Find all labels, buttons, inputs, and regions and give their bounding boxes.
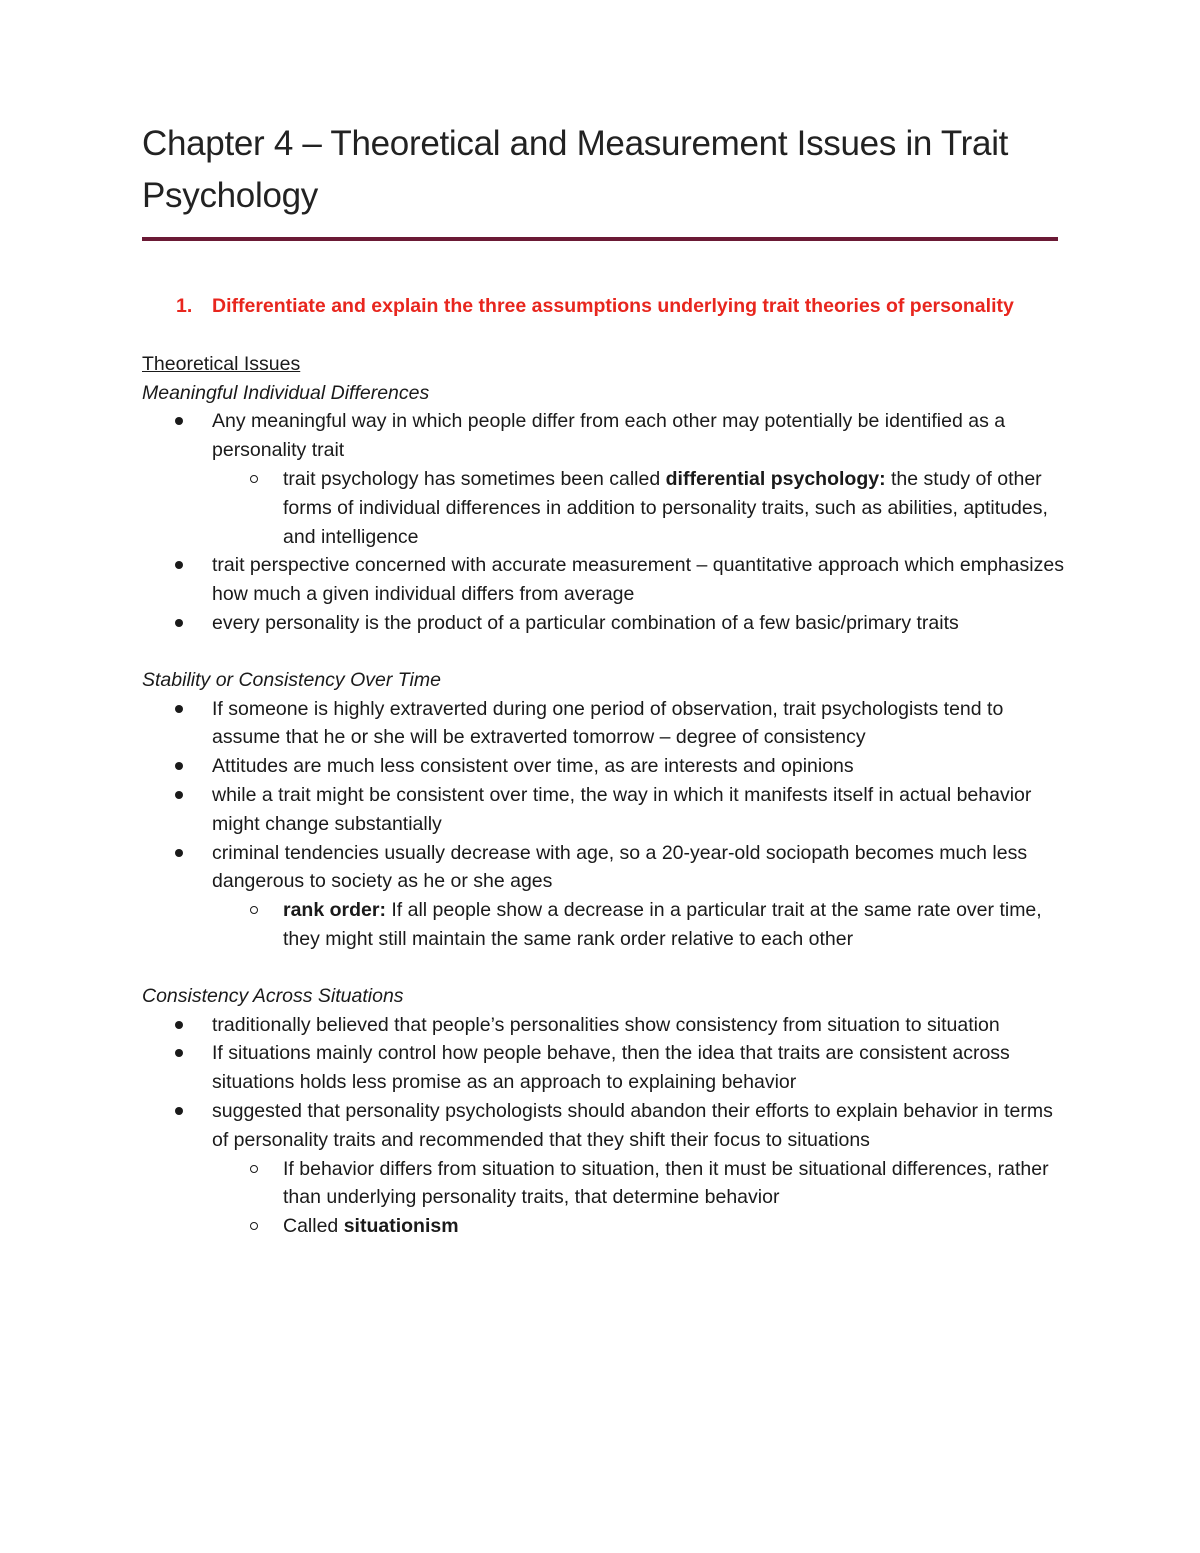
bullet-text: Any meaningful way in which people differ from each other may potentially be identified as a personality trait bbox=[212, 410, 1006, 462]
bullet-list bbox=[142, 695, 1072, 954]
bullet-text: If situations mainly control how people behave, then the idea that traits are consistent across situations holds less promise as an approach to explaining behavior bbox=[212, 1042, 1010, 1094]
bullet-item bbox=[142, 1011, 1072, 1040]
bullet-text: trait perspective concerned with accurate measurement – quantitative approach which emphasizes how much a given individual differs from average bbox=[212, 554, 1064, 606]
bullet-item bbox=[142, 695, 1072, 753]
bullet-dot-icon bbox=[175, 1049, 183, 1057]
bullet-item bbox=[142, 781, 1072, 839]
bullet-list bbox=[142, 1011, 1072, 1241]
sub-bullet-text-rest: the study of other forms of individual differences in addition to personality traits, such as abilities, aptitudes, and intelligence bbox=[283, 467, 1048, 548]
bullet-text: traditionally believed that people’s personalities show consistency from situation to situation bbox=[212, 1013, 1000, 1036]
page-title: Chapter 4 – Theoretical and Measurement Issues in Trait Psychology bbox=[142, 124, 1009, 215]
circle-bullet-icon bbox=[250, 1222, 258, 1230]
bullet-item bbox=[142, 551, 1072, 609]
circle-bullet-icon bbox=[250, 1165, 258, 1173]
circle-bullet-icon bbox=[250, 906, 258, 914]
bullet-dot-icon bbox=[175, 849, 183, 857]
bullet-dot-icon bbox=[175, 1021, 183, 1029]
subsection-heading: Stability or Consistency Over Time bbox=[142, 668, 441, 691]
bullet-dot-icon bbox=[175, 705, 183, 713]
sub-bullet-term: situationism bbox=[343, 1215, 459, 1238]
title-divider bbox=[142, 237, 1058, 241]
question-text: Differentiate and explain the three assumptions underlying trait theories of personality bbox=[212, 295, 1014, 317]
circle-bullet-icon bbox=[250, 475, 258, 483]
bullet-dot-icon bbox=[175, 417, 183, 425]
sub-bullet-list bbox=[212, 465, 1072, 551]
bullet-dot-icon bbox=[175, 791, 183, 799]
bullet-text: while a trait might be consistent over time, the way in which it manifests itself in actual behavior might change substantially bbox=[212, 783, 1032, 835]
question-number: 1. bbox=[176, 295, 193, 317]
sub-bullet-item bbox=[212, 1155, 1072, 1213]
bullet-dot-icon bbox=[175, 1107, 183, 1115]
sections-container bbox=[142, 379, 1072, 1241]
bullet-text: suggested that personality psychologists should abandon their efforts to explain behavior in terms of personality traits and recommended that they shift their focus to situations bbox=[212, 1099, 1053, 1151]
sub-bullet-list bbox=[212, 1155, 1072, 1241]
bullet-item bbox=[142, 609, 1072, 638]
sub-bullet-term: rank order: bbox=[283, 899, 386, 922]
bullet-list bbox=[142, 407, 1072, 637]
bullet-text: If someone is highly extraverted during one period of observation, trait psychologists tend to assume that he or she will be extraverted tomorrow – degree of consistency bbox=[212, 697, 1004, 749]
bullet-text: every personality is the product of a particular combination of a few basic/primary traits bbox=[212, 611, 959, 634]
bullet-item bbox=[142, 752, 1072, 781]
bullet-text: criminal tendencies usually decrease with age, so a 20-year-old sociopath becomes much less dangerous to society as he or she ages bbox=[212, 841, 1028, 893]
sub-bullet-item bbox=[212, 1212, 1072, 1241]
sub-bullet-text: If behavior differs from situation to situation, then it must be situational differences, rather than underlying personality traits, that determine behavior bbox=[283, 1157, 1049, 1209]
section-spacer bbox=[142, 954, 1072, 982]
sub-bullet-term: differential psychology: bbox=[665, 467, 886, 490]
question-item bbox=[142, 292, 1072, 321]
subsection-heading: Meaningful Individual Differences bbox=[142, 381, 430, 404]
bullet-dot-icon bbox=[175, 561, 183, 569]
sub-bullet-text: trait psychology has sometimes been called bbox=[283, 467, 666, 490]
bullet-item bbox=[142, 1039, 1072, 1097]
document-body bbox=[142, 292, 1072, 1241]
sub-bullet-list bbox=[212, 896, 1072, 954]
sub-bullet-item bbox=[212, 465, 1072, 551]
bullet-dot-icon bbox=[175, 619, 183, 627]
bullet-item bbox=[142, 1097, 1072, 1241]
subsection-heading: Consistency Across Situations bbox=[142, 984, 404, 1007]
sub-bullet-item bbox=[212, 896, 1072, 954]
sub-bullet-text-rest: If all people show a decrease in a particular trait at the same rate over time, they might still maintain the same rank order relative to each other bbox=[283, 899, 1042, 950]
bullet-dot-icon bbox=[175, 762, 183, 770]
bullet-text: Attitudes are much less consistent over time, as are interests and opinions bbox=[212, 755, 854, 778]
bullet-item bbox=[142, 407, 1072, 551]
bullet-item bbox=[142, 839, 1072, 954]
section-heading: Theoretical Issues bbox=[142, 352, 301, 375]
section-spacer bbox=[142, 638, 1072, 666]
sub-bullet-text: Called bbox=[283, 1215, 344, 1238]
